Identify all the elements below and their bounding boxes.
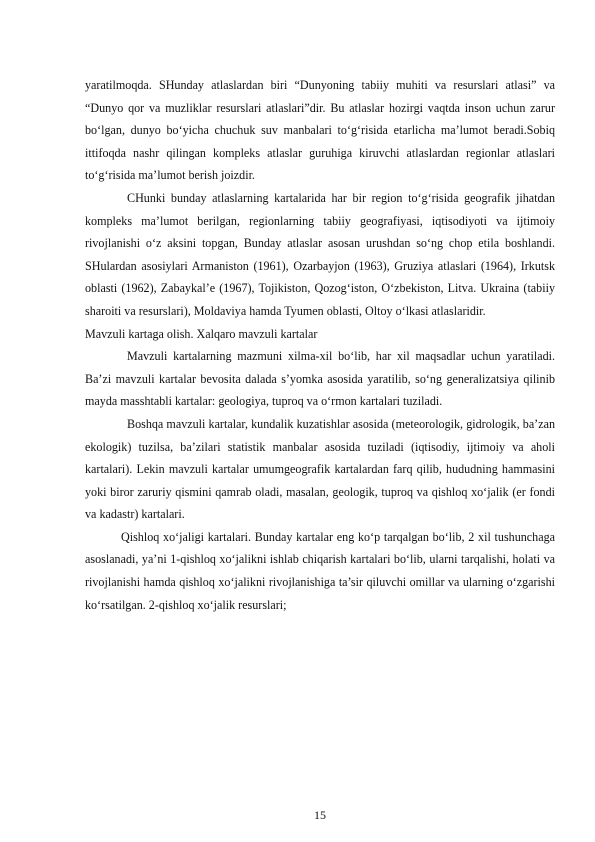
paragraph-thematic-maps: Mavzuli kartalarning mazmuni xilma-xil bo‘lib, har xil maqsadlar uchun yaratiladi. Ba’zi mavzuli kartalar bevosita dalada s’yomka asosida yaratilib, so‘ng generalizatsiya qilinib mayda masshtabli kartalar: geologiya, tuproq va o‘rmon kartalari tuziladi.: [85, 349, 555, 409]
paragraph-atlases-intro: yaratilmoqda. SHunday atlaslardan biri “Dunyoning tabiiy muhiti va resurslari atlasi” va “Dunyo qor va muzliklar resurslari atlaslari”dir. Bu atlaslar hozirgi vaqtda inson uchun zarur bo‘lgan, dunyo bo‘yicha chuchuk suv manbalari to‘g‘risida etarlicha ma’lumot beradi.Sobiq ittifoqda nashr qilingan kompleks atlaslar guruhiga kiruvchi atlaslardan regionlar atlaslari to‘g‘risida ma’lumot berish joizdir.: [85, 78, 555, 183]
document-body: [85, 74, 555, 616]
section-heading: Mavzuli kartaga olish. Xalqaro mavzuli kartalar: [85, 326, 318, 341]
page-number: 15: [314, 808, 326, 822]
paragraph-other-thematic-maps: Boshqa mavzuli kartalar, kundalik kuzatishlar asosida (meteorologik, gidrologik, ba’zan ekologik) tuzilsa, ba’zilari statistik manbalar asosida tuziladi (iqtisodiy, ijtimoiy va aholi kartalari). Lekin mavzuli kartalar umumgeografik kartalardan farq qilib, hududning hammasini yoki biror zaruriy qismini qamrab oladi, masalan, geologik, tuproq va qishloq xo‘jalik (er fondi va kadastr) kartalari.: [85, 416, 555, 522]
paragraph-agriculture-maps: Qishloq xo‘jaligi kartalari. Bunday kartalar eng ko‘p tarqalgan bo‘lib, 2 xil tushunchaga asoslanadi, ya’ni 1-qishloq xo‘jalikni ishlab chiqarish kartalari bo‘lib, ularni tarqalishi, holati va rivojlanishi hamda qishloq xo‘jalikni rivojlanishiga ta’sir qiluvchi omillar va ularning o‘zgarishi ko‘rsatilgan. 2-qishloq xo‘jalik resurslari;: [85, 529, 555, 612]
paragraph-regional-atlases: CHunki bunday atlaslarning kartalarida har bir region to‘g‘risida geografik jihatdan kompleks ma’lumot berilgan, regionlarning tabiiy geografiyasi, iqtisodiyoti va ijtimoiy rivojlanishi o‘z aksini topgan, Bunday atlaslar asosan urushdan so‘ng chop etila boshlandi. SHulardan asosiylari Armaniston (1961), Ozarbayjon (1963), Gruziya atlaslari (1964), Irkutsk oblasti (1962), Zabaykal’e (1967), Tojikiston, Qozog‘iston, O‘zbekiston, Litva. Ukraina (tabiiy sharoiti va resurslari), Moldaviya hamda Tyumen oblasti, Oltoy o‘lkasi atlaslaridir.: [85, 190, 555, 318]
